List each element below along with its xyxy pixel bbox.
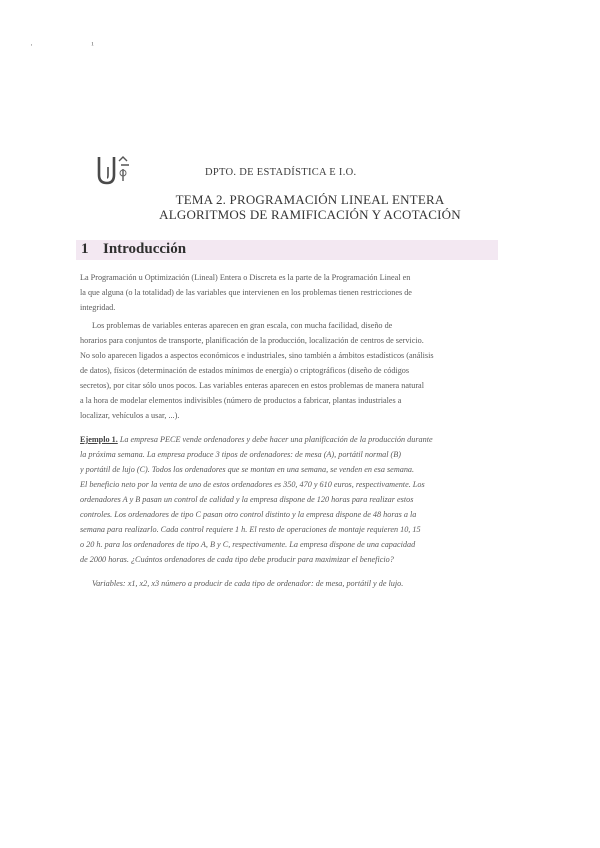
document-title-line-2: ALGORITMOS DE RAMIFICACIÓN Y ACOTACIÓN xyxy=(159,207,461,222)
text-line: de datos), físicos (determinación de estados mínimos de energía) o criptográficos (diseño de códigos xyxy=(80,366,410,375)
text-line xyxy=(80,432,500,447)
section-number: 1 xyxy=(81,241,89,257)
text-line: Variables: x1, x2, x3 número a producir de cada tipo de ordenador: de mesa, portátil y de lujo. xyxy=(92,579,404,588)
variables-paragraph xyxy=(80,576,500,591)
text-line: ordenadores A y B pasan un control de calidad y la empresa dispone de 120 horas para realizar estos xyxy=(80,495,414,504)
text-line: semana para realizarlo. Cada control requiere 1 h. El resto de operaciones de montaje requieren 10, 15 xyxy=(80,525,421,534)
text-line: Los problemas de variables enteras aparecen en gran escala, con mucha facilidad, diseño de xyxy=(92,321,393,330)
paragraph-applications xyxy=(80,318,500,423)
text-line: horarios para conjuntos de transporte, planificación de la producción, localización de centros de servicio. xyxy=(80,336,424,345)
text-line: No solo aparecen ligados a aspectos económicos e industriales, sino también a ámbitos estadísticos (análisis xyxy=(80,351,434,360)
text-line: de 2000 horas. ¿Cuántos ordenadores de cada tipo debe producir para maximizar el beneficio? xyxy=(80,555,394,564)
paragraph-intro xyxy=(80,270,500,315)
document-title-line-1: TEMA 2. PROGRAMACIÓN LINEAL ENTERA xyxy=(175,192,445,207)
text-line: La Programación u Optimización (Lineal) Entera o Discreta es la parte de la Programación Lineal en xyxy=(80,273,411,282)
text-line: integridad. xyxy=(80,303,116,312)
text-line: a la hora de modelar elementos indivisibles (número de productos a fabricar, plantas industriales a xyxy=(80,396,402,405)
section-title: Introducción xyxy=(103,241,187,257)
text-line: la próxima semana. La empresa produce 3 tipos de ordenadores: de mesa (A), portátil normal (B) xyxy=(80,450,402,459)
section-heading xyxy=(76,240,498,260)
text-line: El beneficio neto por la venta de uno de estos ordenadores es 350, 470 y 610 euros, respectivamente. Los xyxy=(80,480,425,489)
text-line: y portátil de lujo (C). Todos los ordenadores que se montan en una semana, se venden en esa semana. xyxy=(80,465,415,474)
text-line: controles. Los ordenadores de tipo C pasan otro control distinto y la empresa dispone de 48 horas a la xyxy=(80,510,417,519)
example-text: La empresa PECE vende ordenadores y debe hacer una planificación de la producción durante xyxy=(119,435,433,444)
example-label: Ejemplo 1. xyxy=(80,435,118,444)
corner-mark: · ¹ xyxy=(30,40,122,50)
text-line: localizar, vehículos a usar, ...). xyxy=(80,411,180,420)
example-paragraph xyxy=(80,432,500,567)
university-logo-icon xyxy=(93,153,133,189)
text-line: la que alguna (o la totalidad) de las variables que intervienen en los problemas tienen restricciones de xyxy=(80,288,412,297)
text-line: secretos), por citar sólo unos pocos. Las variables enteras aparecen en estos problemas de manera natural xyxy=(80,381,424,390)
text-line: o 20 h. para los ordenadores de tipo A, B y C, respectivamente. La empresa dispone de una capacidad xyxy=(80,540,416,549)
department-name: DPTO. DE ESTADÍSTICA E I.O. xyxy=(205,167,357,178)
